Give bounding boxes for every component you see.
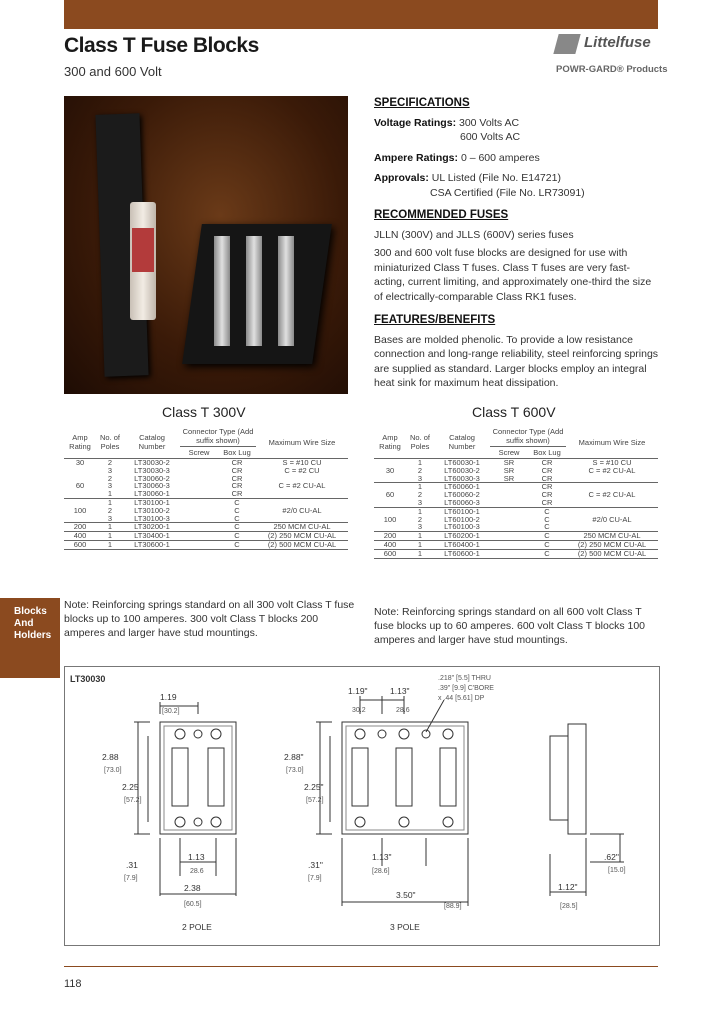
cell-wire: (2) 500 MCM CU-AL xyxy=(566,549,658,558)
dim-302: [30.2] xyxy=(162,708,180,715)
fuse-clip-outline xyxy=(440,748,456,806)
cell-amp: 600 xyxy=(374,549,406,558)
cell-box: CR xyxy=(528,483,566,491)
cell-wire xyxy=(566,475,658,483)
cell-poles: 3 xyxy=(417,522,423,532)
cell-screw xyxy=(180,540,218,549)
cell-screw: SR xyxy=(503,473,515,483)
cell-cat: LT60060-1 xyxy=(434,483,490,491)
cell-cat: LT60030-3 xyxy=(444,473,480,483)
page-subtitle: 300 and 600 Volt xyxy=(64,64,162,79)
cell-poles: 2 xyxy=(107,473,113,483)
cell-box: C xyxy=(528,549,566,558)
col-poles: No. of Poles xyxy=(406,426,434,459)
fuse-clip xyxy=(278,236,294,346)
features-paragraph: Bases are molded phenolic. To provide a low resistance connection and long-range reliability, steel reinforcing springs are supplied as standard. Larger blocks employ an integral heat sink for maximum heat dissipation. xyxy=(374,333,659,390)
cell-poles: 3 xyxy=(107,513,113,523)
col-catalog: Catalog Number xyxy=(124,426,180,459)
hole-spec-1: .218" [5.5] THRU xyxy=(438,675,491,682)
top-color-bar xyxy=(64,0,658,29)
cell-cat: LT30100-1 xyxy=(124,498,180,506)
recommended-fuses-section xyxy=(374,208,659,304)
table-row xyxy=(374,540,658,549)
cell-box: C xyxy=(544,522,550,532)
terminal-screw-icon xyxy=(399,817,409,827)
cell-amp: 600 xyxy=(64,540,96,549)
page-number: 118 xyxy=(64,978,82,990)
dim-113-3p: 1.13" xyxy=(390,686,410,696)
dim-287: [28.6] xyxy=(372,868,390,875)
section-tab[interactable] xyxy=(0,598,60,678)
table-row xyxy=(64,482,348,490)
cell-poles: 1 xyxy=(406,540,434,549)
table-300v-title: Class T 300V xyxy=(162,404,246,420)
cell-poles: 1 xyxy=(96,523,124,532)
cell-poles: 1 xyxy=(96,498,124,506)
cell-amp: 400 xyxy=(64,532,96,541)
cell-box: CR xyxy=(541,473,553,483)
dim-286: 28.6 xyxy=(190,868,204,875)
cell-screw xyxy=(180,532,218,541)
caption-3-pole: 3 POLE xyxy=(390,922,420,932)
dim-62: .62" xyxy=(604,852,619,862)
dim-31: .31 xyxy=(126,860,138,870)
terminal-screw-icon xyxy=(211,729,221,739)
cell-box: CR xyxy=(231,465,243,475)
table-row xyxy=(64,540,348,549)
logo-name: Littelfuse xyxy=(584,34,651,51)
terminal-screw-icon xyxy=(355,729,365,739)
cell-screw xyxy=(490,523,528,531)
col-wire: Maximum Wire Size xyxy=(256,426,348,459)
cell-wire: 250 MCM CU-AL xyxy=(566,532,658,541)
cell-amp: 30 xyxy=(385,465,395,475)
dim-572: [57.2] xyxy=(124,797,142,804)
dim-288: 2.88 xyxy=(102,752,119,762)
specifications-section xyxy=(374,96,659,200)
cell-cat: LT60200-1 xyxy=(434,532,490,541)
dim-225: 2.25 xyxy=(122,782,139,792)
cell-poles: 1 xyxy=(406,459,434,467)
hole-spec-2: .39" [9.9] C'BORE xyxy=(438,685,494,692)
voltage-value-1: 300 Volts AC xyxy=(458,116,520,129)
hole-spec-3: x .44 [5.61] DP xyxy=(438,695,485,702)
cell-wire: #2/0 CU-AL xyxy=(592,514,632,524)
recommended-paragraph: 300 and 600 volt fuse blocks are designed for use with miniaturized Class T fuses. Class T fuses are very fast-acting, current limiting, and approximately one-third the size of electrically-comparable Class RK1 fuses. xyxy=(374,247,652,303)
cell-cat: LT30100-2 xyxy=(134,505,170,515)
cell-wire: S = #10 CU xyxy=(256,459,348,467)
cell-box: CR xyxy=(231,489,243,499)
cell-screw xyxy=(180,467,218,475)
fuse-clip-outline xyxy=(208,748,224,806)
features-heading: FEATURES/BENEFITS xyxy=(374,314,496,326)
cell-wire: C = #2 CU-AL xyxy=(588,490,636,500)
dim-31-3p: .31" xyxy=(308,860,323,870)
dim-302-3p: 30.2 xyxy=(352,707,366,714)
cell-screw xyxy=(490,483,528,491)
cell-screw xyxy=(180,459,218,467)
terminal-screw-icon xyxy=(443,817,453,827)
cell-amp xyxy=(64,490,96,498)
dim-286-3p: 28.6 xyxy=(396,707,410,714)
col-screw: Screw xyxy=(490,447,528,459)
col-connector: Connector Type (Add suffix shown) xyxy=(490,426,566,447)
dim-605: [60.5] xyxy=(184,901,202,908)
table-row xyxy=(374,467,658,475)
recommended-line: JLLN (300V) and JLLS (600V) series fuses xyxy=(374,228,574,241)
fuse-clip-outline xyxy=(352,748,368,806)
logo-mark-icon xyxy=(553,34,580,54)
cell-wire xyxy=(566,499,658,507)
col-catalog: Catalog Number xyxy=(434,426,490,459)
cell-box: C xyxy=(544,514,550,524)
table-row xyxy=(374,491,658,499)
cell-poles: 1 xyxy=(406,483,434,491)
cell-poles: 3 xyxy=(107,481,113,491)
table-600v-title: Class T 600V xyxy=(472,404,556,420)
dim-730-3p: [73.0] xyxy=(286,767,304,774)
terminal-screw-icon xyxy=(355,817,365,827)
cell-amp xyxy=(374,499,406,507)
footer-rule xyxy=(64,966,658,967)
cell-box: CR xyxy=(541,497,553,507)
cell-cat: LT30100-3 xyxy=(134,513,170,523)
cell-cat: LT60400-1 xyxy=(434,540,490,549)
cell-poles: 1 xyxy=(107,489,113,499)
tab-line-1: Blocks xyxy=(14,606,47,617)
product-photo xyxy=(64,96,348,394)
fuse-label-band xyxy=(132,228,154,272)
cell-screw xyxy=(490,516,528,524)
cell-cat: LT60600-1 xyxy=(434,549,490,558)
cell-amp xyxy=(64,467,96,475)
cell-box: CR xyxy=(218,459,256,467)
cell-amp: 100 xyxy=(383,514,397,524)
cell-poles: 2 xyxy=(96,459,124,467)
cell-poles: 3 xyxy=(107,465,113,475)
cell-poles: 3 xyxy=(417,473,423,483)
fuse-clip xyxy=(246,236,262,346)
ampere-label: Ampere Ratings: xyxy=(374,151,459,164)
cell-screw xyxy=(180,498,218,506)
fuse-clip-outline xyxy=(172,748,188,806)
cell-poles: 1 xyxy=(96,540,124,549)
cell-box: C xyxy=(218,532,256,541)
specifications-heading: SPECIFICATIONS xyxy=(374,97,470,109)
cell-screw: SR xyxy=(490,459,528,467)
table-row xyxy=(64,467,348,475)
cell-cat: LT60100-3 xyxy=(444,522,480,532)
dim-79: [7.9] xyxy=(124,875,138,882)
cell-cat: LT30600-1 xyxy=(124,540,180,549)
col-poles: No. of Poles xyxy=(96,426,124,459)
cell-poles: 2 xyxy=(417,514,423,524)
cell-poles: 2 xyxy=(107,505,113,515)
cell-amp: 60 xyxy=(385,490,395,500)
cell-box: CR xyxy=(231,473,243,483)
cell-cat: LT60030-2 xyxy=(444,465,480,475)
cell-cat: LT30030-2 xyxy=(124,459,180,467)
voltage-label: Voltage Ratings: xyxy=(374,116,457,129)
terminal-screw-icon xyxy=(175,817,185,827)
tab-line-3: Holders xyxy=(14,630,52,641)
col-connector: Connector Type (Add suffix shown) xyxy=(180,426,256,447)
cell-cat: LT30060-1 xyxy=(134,489,170,499)
col-screw: Screw xyxy=(180,447,218,459)
table-row xyxy=(64,507,348,515)
voltage-value-2: 600 Volts AC xyxy=(460,131,521,144)
cell-box: C xyxy=(528,532,566,541)
cell-cat: LT30400-1 xyxy=(124,532,180,541)
approvals-label: Approvals: xyxy=(374,172,429,185)
cell-screw xyxy=(180,475,218,483)
dim-225-3p: 2.25" xyxy=(304,782,324,792)
cell-screw xyxy=(180,482,218,490)
fuse-clip-outline xyxy=(396,748,412,806)
cell-wire: 250 MCM CU-AL xyxy=(256,523,348,532)
cell-screw xyxy=(490,532,528,541)
fuse-clip xyxy=(214,236,230,346)
dim-572-3p: [57.2] xyxy=(306,797,324,804)
terminal-screw-icon xyxy=(399,729,409,739)
cell-screw: SR xyxy=(503,465,515,475)
dim-889: [88.9] xyxy=(444,903,462,910)
cell-amp: 200 xyxy=(374,532,406,541)
cell-box: CR xyxy=(541,490,553,500)
cell-poles: 2 xyxy=(417,465,423,475)
cell-cat: LT60060-3 xyxy=(444,497,480,507)
two-pole-outline xyxy=(160,722,236,834)
cell-cat: LT60060-2 xyxy=(444,490,480,500)
recommended-heading: RECOMMENDED FUSES xyxy=(374,209,509,221)
cell-screw xyxy=(490,549,528,558)
col-boxlug: Box Lug xyxy=(218,447,256,459)
dim-150: [15.0] xyxy=(608,867,626,874)
cell-screw xyxy=(490,507,528,515)
terminal-screw-icon xyxy=(175,729,185,739)
table-row xyxy=(374,499,658,507)
side-view-outline xyxy=(550,736,568,820)
cell-screw xyxy=(180,515,218,523)
cell-wire: (2) 250 MCM CU-AL xyxy=(256,532,348,541)
cell-wire: S = #10 CU xyxy=(566,459,658,467)
col-wire: Maximum Wire Size xyxy=(566,426,658,459)
features-section xyxy=(374,313,659,391)
cell-box: C xyxy=(218,498,256,506)
cell-cat: LT30060-2 xyxy=(134,473,170,483)
cell-screw xyxy=(490,540,528,549)
cell-wire: #2/0 CU-AL xyxy=(282,505,322,515)
approvals-value-1: UL Listed (File No. E14721) xyxy=(431,172,561,185)
cell-amp xyxy=(374,475,406,483)
cell-screw xyxy=(490,491,528,499)
cell-poles: 1 xyxy=(96,532,124,541)
table-row xyxy=(374,475,658,483)
dim-79-3p: [7.9] xyxy=(308,875,322,882)
table-row xyxy=(374,516,658,524)
cell-wire: C = #2 CU-AL xyxy=(588,465,636,475)
cell-wire: C = #2 CU-AL xyxy=(278,481,326,491)
cell-screw xyxy=(490,499,528,507)
note-600v: Note: Reinforcing springs standard on all 600 volt Class T fuse blocks up to 60 amperes. 600 volt Class T blocks 100 amperes and larger have stud mountings. xyxy=(374,606,646,647)
cell-cat: LT60100-1 xyxy=(434,507,490,515)
dim-288-3p: 2.88" xyxy=(284,752,304,762)
cell-box: CR xyxy=(528,459,566,467)
note-300v: Note: Reinforcing springs standard on all 300 volt Class T fuse blocks up to 100 amperes. 300 volt Class T blocks 200 amperes and larger have stud mountings. xyxy=(64,599,355,640)
cell-box: C xyxy=(218,540,256,549)
dim-350: 3.50" xyxy=(396,890,416,900)
dimension-drawing xyxy=(64,666,658,944)
table-600v xyxy=(374,426,658,559)
col-boxlug: Box Lug xyxy=(528,447,566,459)
cell-box: C xyxy=(218,523,256,532)
cell-box: CR xyxy=(541,465,553,475)
dim-730: [73.0] xyxy=(104,767,122,774)
cell-amp: 100 xyxy=(73,505,87,515)
cell-wire: (2) 250 MCM CU-AL xyxy=(566,540,658,549)
dim-113: 1.13 xyxy=(188,852,205,862)
dim-285: [28.5] xyxy=(560,903,578,910)
cell-box: C xyxy=(234,505,240,515)
dim-119: 1.19 xyxy=(160,692,177,702)
cell-cat: LT30200-1 xyxy=(124,523,180,532)
cell-box: C xyxy=(234,513,240,523)
cell-screw xyxy=(180,490,218,498)
cell-screw xyxy=(180,523,218,532)
cell-poles: 1 xyxy=(406,549,434,558)
table-row xyxy=(64,490,348,498)
cell-cat: LT30060-3 xyxy=(134,481,170,491)
cell-wire: (2) 500 MCM CU-AL xyxy=(256,540,348,549)
cell-cat: LT60030-1 xyxy=(434,459,490,467)
col-amp: Amp Rating xyxy=(374,426,406,459)
dim-112: 1.12" xyxy=(558,882,578,892)
table-row xyxy=(374,549,658,558)
cell-amp: 60 xyxy=(75,481,85,491)
table-300v xyxy=(64,426,348,550)
dim-238: 2.38 xyxy=(184,883,201,893)
terminal-screw-icon xyxy=(443,729,453,739)
col-amp: Amp Rating xyxy=(64,426,96,459)
ampere-value: 0 – 600 amperes xyxy=(460,151,540,164)
littelfuse-logo xyxy=(556,32,668,78)
logo-tagline: POWR-GARD® Products xyxy=(556,64,668,75)
cell-cat: LT60100-2 xyxy=(444,514,480,524)
drawing-label: LT30030 xyxy=(70,674,106,684)
cell-poles: 1 xyxy=(406,532,434,541)
cell-amp: 30 xyxy=(64,459,96,467)
page-title: Class T Fuse Blocks xyxy=(64,34,259,57)
dim-119-3p: 1.19" xyxy=(348,686,368,696)
cell-screw xyxy=(180,507,218,515)
cell-amp: 200 xyxy=(64,523,96,532)
cell-box: C xyxy=(528,540,566,549)
cell-poles: 1 xyxy=(406,507,434,515)
approvals-value-2: CSA Certified (File No. LR73091) xyxy=(430,186,585,199)
cell-box: C xyxy=(528,507,566,515)
cell-cat: LT30030-3 xyxy=(134,465,170,475)
dim-113-3p-b: 1.13" xyxy=(372,852,392,862)
tab-line-2: And xyxy=(14,618,34,629)
cell-wire xyxy=(256,490,348,498)
cell-wire: C = #2 CU xyxy=(284,465,320,475)
cell-box: CR xyxy=(231,481,243,491)
cell-amp: 400 xyxy=(374,540,406,549)
caption-2-pole: 2 POLE xyxy=(182,922,212,932)
cell-poles: 3 xyxy=(417,497,423,507)
terminal-screw-icon xyxy=(211,817,221,827)
cell-poles: 2 xyxy=(417,490,423,500)
